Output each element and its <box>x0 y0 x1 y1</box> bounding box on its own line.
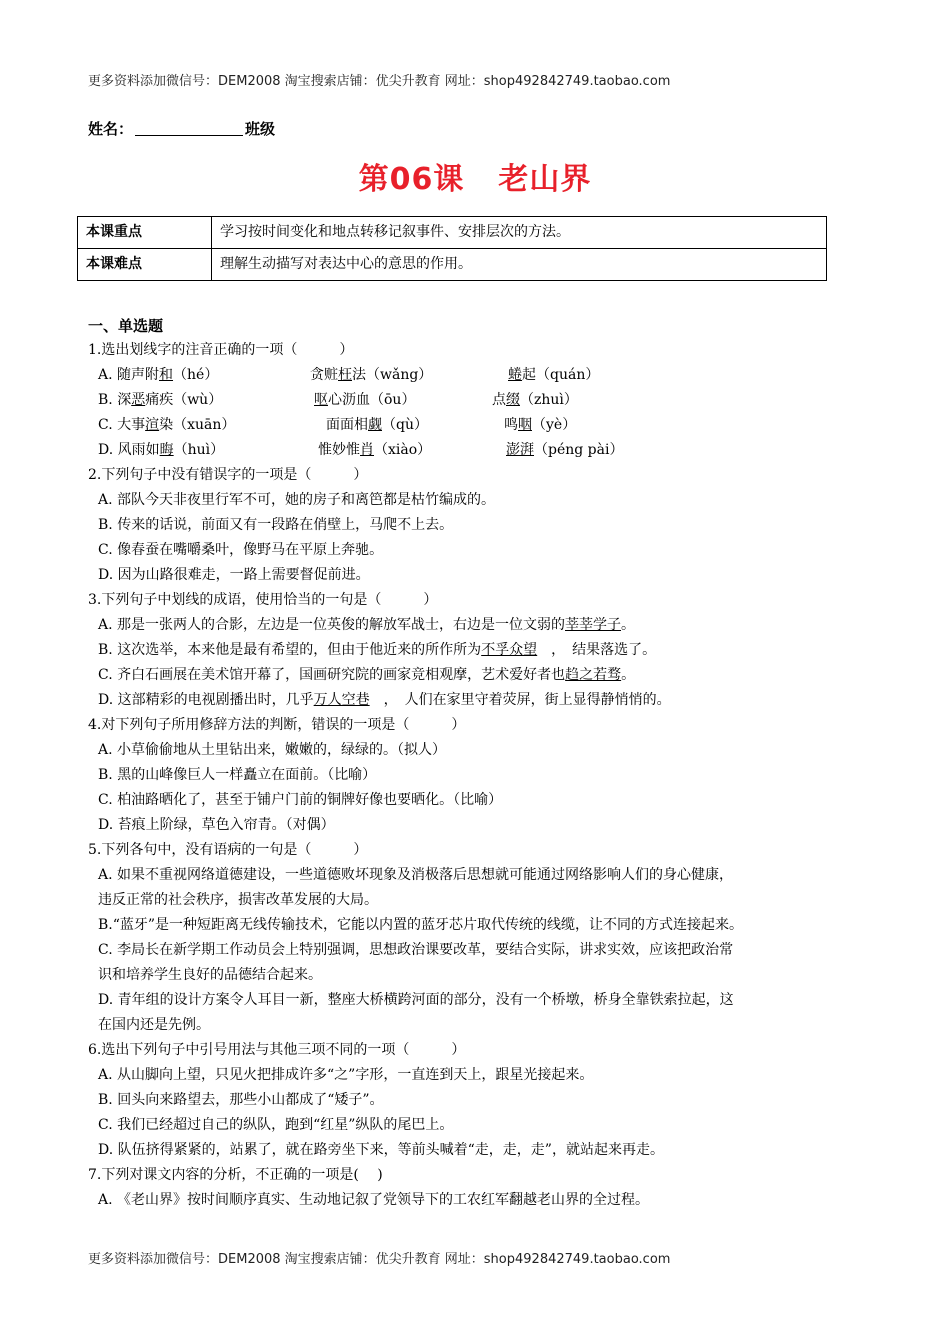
q2-option-c[interactable]: C. 像春蚕在嘴嚼桑叶，像野马在平原上奔驰。 <box>98 542 384 558</box>
q6-option-b[interactable]: B. 回头向来路望去，那些小山都成了“矮子”。 <box>98 1092 384 1108</box>
q3-stem: 3.下列句子中划线的成语，使用恰当的一句是（ ） <box>88 592 438 608</box>
q5-stem: 5.下列各句中，没有语病的一句是（ ） <box>88 842 368 858</box>
q6-option-d[interactable]: D. 队伍挤得紧紧的，站累了，就在路旁坐下来，等前头喊着“走，走，走”，就站起来再走。 <box>98 1142 664 1158</box>
q2-stem: 2.下列句子中没有错误字的一项是（ ） <box>88 467 368 483</box>
title-lesson-number: 第06课 <box>358 162 465 197</box>
focus-text: 学习按时间变化和地点转移记叙事件、安排层次的方法。 <box>212 217 827 249</box>
q4-stem: 4.对下列句子所用修辞方法的判断，错误的一项是（ ） <box>88 717 466 733</box>
q6-option-a[interactable]: A. 从山脚向上望，只见火把排成许多“之”字形，一直连到天上，跟星光接起来。 <box>98 1067 594 1083</box>
q4-option-c[interactable]: C. 柏油路晒化了，甚至于铺户门前的铜牌好像也要晒化。（比喻） <box>98 792 503 808</box>
q7-option-a[interactable]: A. 《老山界》按时间顺序真实、生动地记叙了党领导下的工农红军翻越老山界的全过程。 <box>98 1192 650 1208</box>
question-list <box>88 314 878 1213</box>
q1-option-c[interactable]: C. 大事渲染（xuān） 面面相觑（qù） 鸣咽（yè） <box>98 417 577 433</box>
section-title: 一、单选题 <box>88 317 164 335</box>
q1-option-b[interactable]: B. 深恶痛疾（wù） 呕心沥血（ōu） 点缀（zhuì） <box>98 392 578 408</box>
q5-option-d[interactable]: D. 青年组的设计方案令人耳目一新，整座大桥横跨河面的部分，没有一个桥墩，桥身全靠铁索拉起，这 <box>98 992 734 1008</box>
q4-option-d[interactable]: D. 苔痕上阶绿，草色入帘青。（对偶） <box>98 817 335 833</box>
q1-option-a[interactable]: A. 随声附和（hé） 贪赃枉法（wǎng） 蜷起（quán） <box>98 367 600 383</box>
difficulty-label: 本课难点 <box>78 249 212 281</box>
lesson-info-table <box>77 216 827 281</box>
table-row <box>78 217 827 249</box>
q5-option-a-cont[interactable]: 违反正常的社会秩序，损害改革发展的大局。 <box>98 892 378 908</box>
q3-option-c[interactable]: C. 齐白石画展在美术馆开幕了，国画研究院的画家竞相观摩，艺术爱好者也趋之若骛。 <box>98 667 636 683</box>
title-lesson-name: 老山界 <box>498 162 592 197</box>
difficulty-text: 理解生动描写对表达中心的意思的作用。 <box>212 249 827 281</box>
focus-label: 本课重点 <box>78 217 212 249</box>
q2-option-b[interactable]: B. 传来的话说，前面又有一段路在俏壁上，马爬不上去。 <box>98 517 454 533</box>
page-title <box>0 154 950 198</box>
q3-option-d[interactable]: D. 这部精彩的电视剧播出时，几乎万人空巷 ， 人们在家里守着荧屏，街上显得静悄悄的。 <box>98 692 671 708</box>
q5-option-c-cont[interactable]: 识和培养学生良好的品德结合起来。 <box>98 967 322 983</box>
q2-option-a[interactable]: A. 部队今天非夜里行军不可，她的房子和离笆都是枯竹编成的。 <box>98 492 496 508</box>
q1-option-d[interactable]: D. 风雨如晦（huì） 惟妙惟肖（xiào） 澎湃（péng pài） <box>98 442 624 458</box>
q6-stem: 6.选出下列句子中引号用法与其他三项不同的一项（ ） <box>88 1042 466 1058</box>
table-row <box>78 249 827 281</box>
name-blank[interactable] <box>135 120 243 136</box>
name-label: 姓名： <box>88 120 134 138</box>
q3-option-b[interactable]: B. 这次选举，本来他是最有希望的，但由于他近来的所作所为不孚众望 ， 结果落选了。 <box>98 642 657 658</box>
q5-option-d-cont[interactable]: 在国内还是先例。 <box>98 1017 210 1033</box>
q6-option-c[interactable]: C. 我们已经超过自己的纵队，跑到“红星”纵队的尾巴上。 <box>98 1117 454 1133</box>
q4-option-a[interactable]: A. 小草偷偷地从土里钻出来，嫩嫩的，绿绿的。（拟人） <box>98 742 447 758</box>
q1-stem: 1.选出划线字的注音正确的一项（ ） <box>88 342 354 358</box>
q5-option-b[interactable]: B.“蓝牙”是一种短距离无线传输技术，它能以内置的蓝牙芯片取代传统的线缆，让不同的方式连接起来。 <box>98 917 744 933</box>
q7-stem: 7.下列对课文内容的分析，不正确的一项是( ) <box>88 1167 383 1183</box>
q5-option-c[interactable]: C. 李局长在新学期工作动员会上特别强调，思想政治课要改革，要结合实际，讲求实效，应该把政治常 <box>98 942 734 958</box>
q5-option-a[interactable]: A. 如果不重视网络道德建设，一些道德败坏现象及消极落后思想就可能通过网络影响人们的身心健康， <box>98 867 734 883</box>
q4-option-b[interactable]: B. 黑的山峰像巨人一样矗立在面前。（比喻） <box>98 767 377 783</box>
q3-option-a[interactable]: A. 那是一张两人的合影，左边是一位英俊的解放军战士，右边是一位文弱的莘莘学子。 <box>98 617 636 633</box>
q2-option-d[interactable]: D. 因为山路很难走，一路上需要督促前进。 <box>98 567 370 583</box>
name-class-line <box>88 118 275 139</box>
page-header: 更多资料添加微信号：DEM2008 淘宝搜索店铺：优尖升教育 网址：shop492842749.taobao.com <box>88 74 671 89</box>
class-label: 班级 <box>245 120 276 138</box>
page-footer: 更多资料添加微信号：DEM2008 淘宝搜索店铺：优尖升教育 网址：shop492842749.taobao.com <box>88 1252 671 1267</box>
